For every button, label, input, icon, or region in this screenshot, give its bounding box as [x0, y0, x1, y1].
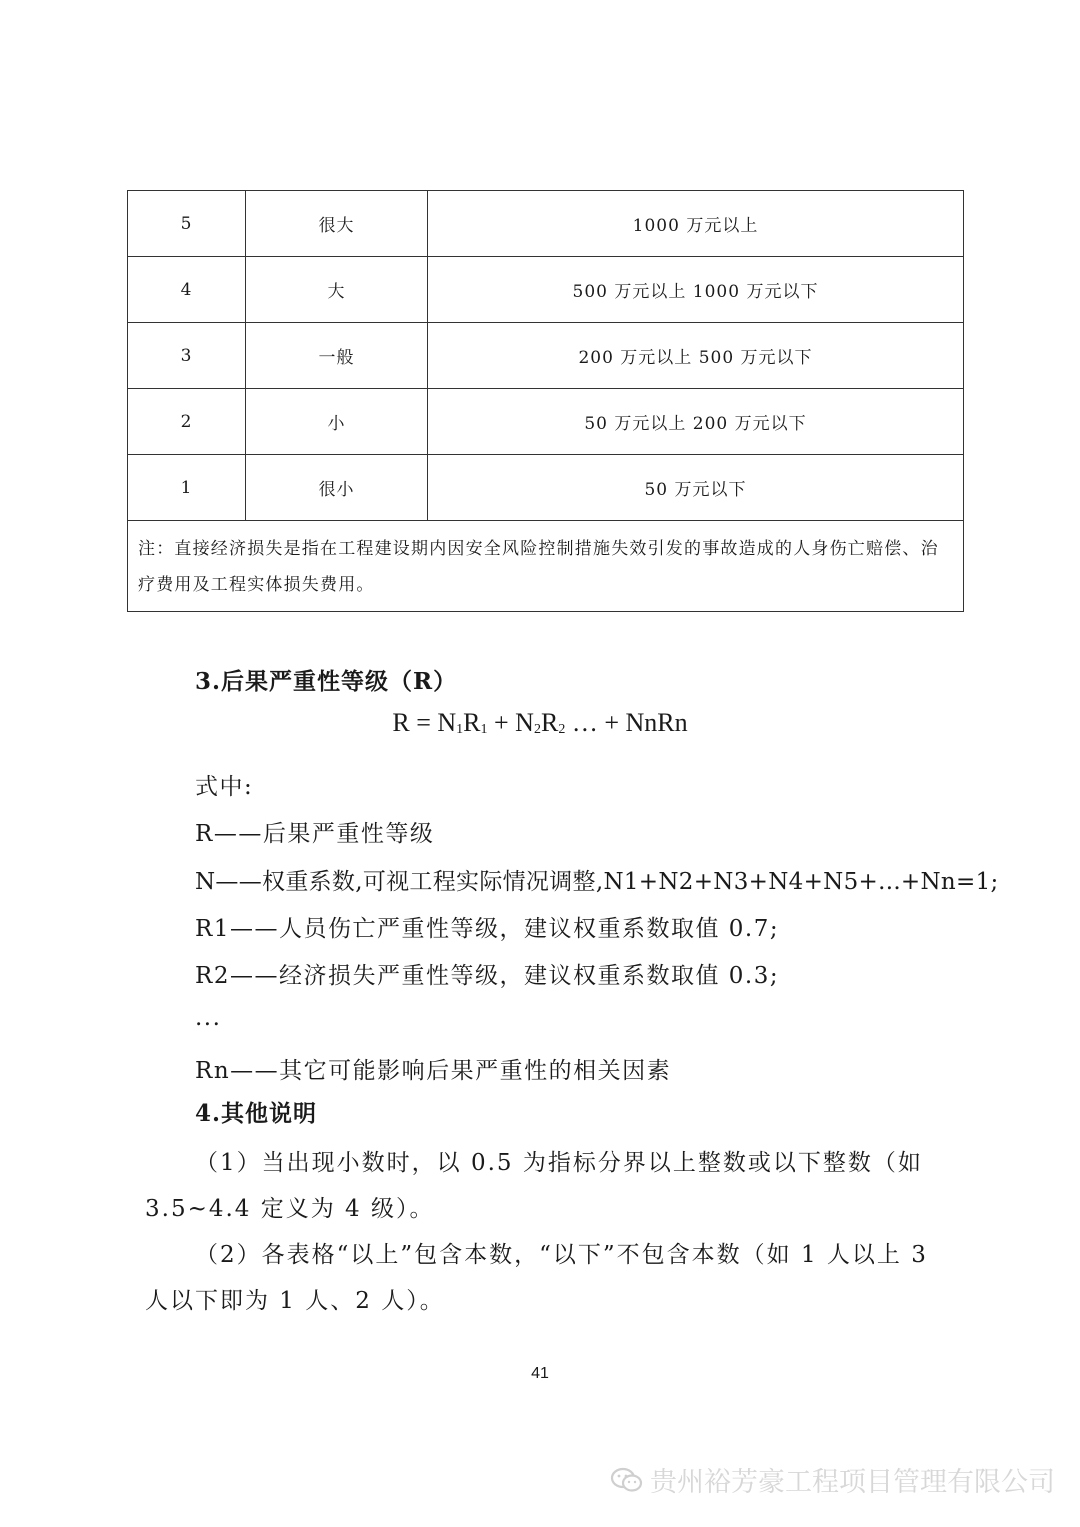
table-row: [128, 389, 964, 455]
table-row: [128, 455, 964, 521]
section-3-heading: 3.后果严重性等级（R）: [195, 668, 458, 695]
note-paragraph-2: [145, 1232, 945, 1324]
wechat-icon: [610, 1466, 644, 1494]
degree-cell: 一般: [246, 323, 428, 389]
definition-line: R1——人员伤亡严重性等级，建议权重系数取值 0.7;: [195, 916, 780, 942]
definition-line: 式中:: [195, 774, 254, 800]
formula-sub: 1: [480, 722, 488, 737]
paragraph-text: （1）当出现小数时，以 0.5 为指标分界以上整数或以下整数（如 3.5~4.4 定义为 4 级）。: [145, 1150, 923, 1222]
formula-sub: 2: [558, 722, 566, 737]
loss-cell: 50 万元以上 200 万元以下: [428, 389, 964, 455]
definition-line: R——后果严重性等级: [195, 821, 435, 847]
watermark-text: 贵州裕芳豪工程项目管理有限公司: [650, 1467, 1055, 1498]
table-note: 注：直接经济损失是指在工程建设期内因安全风险控制措施失效引发的事故造成的人身伤亡赔偿、治疗费用及工程实体损失费用。: [128, 521, 964, 612]
formula-sub: 2: [533, 722, 541, 737]
loss-cell: 500 万元以上 1000 万元以下: [428, 257, 964, 323]
degree-cell: 很小: [246, 455, 428, 521]
table-row: [128, 323, 964, 389]
watermark: [610, 1460, 1055, 1499]
loss-cell: 50 万元以下: [428, 455, 964, 521]
definition-line: ...: [195, 1005, 222, 1031]
level-cell: 3: [128, 323, 246, 389]
note-paragraph-1: [145, 1140, 945, 1232]
formula-part: + N: [487, 708, 534, 737]
section-4-heading: 4.其他说明: [195, 1100, 318, 1127]
formula-part: R: [463, 708, 481, 737]
loss-cell: 1000 万元以上: [428, 191, 964, 257]
loss-cell: 200 万元以上 500 万元以下: [428, 323, 964, 389]
severity-formula: [0, 708, 1080, 738]
level-cell: 2: [128, 389, 246, 455]
level-cell: 4: [128, 257, 246, 323]
economic-loss-table: [127, 190, 964, 612]
degree-cell: 大: [246, 257, 428, 323]
definition-line: N——权重系数,可视工程实际情况调整,N1+N2+N3+N4+N5+...+Nn=1;: [195, 869, 999, 895]
formula-part: R = N: [392, 708, 457, 737]
formula-part: R: [540, 708, 559, 737]
page-number: 41: [531, 1365, 549, 1382]
degree-cell: 很大: [246, 191, 428, 257]
table-row: [128, 257, 964, 323]
formula-sub: 1: [456, 722, 464, 737]
paragraph-text: （2）各表格“以上”包含本数，“以下”不包含本数（如 1 人以上 3 人以下即为 1 人、2 人）。: [145, 1242, 928, 1314]
degree-cell: 小: [246, 389, 428, 455]
definition-line: R2——经济损失严重性等级，建议权重系数取值 0.3;: [195, 963, 780, 989]
formula-part: … + NnRn: [565, 708, 688, 737]
table-note-row: [128, 521, 964, 612]
table-row: [128, 191, 964, 257]
level-cell: 5: [128, 191, 246, 257]
level-cell: 1: [128, 455, 246, 521]
definition-line: Rn——其它可能影响后果严重性的相关因素: [195, 1058, 672, 1084]
